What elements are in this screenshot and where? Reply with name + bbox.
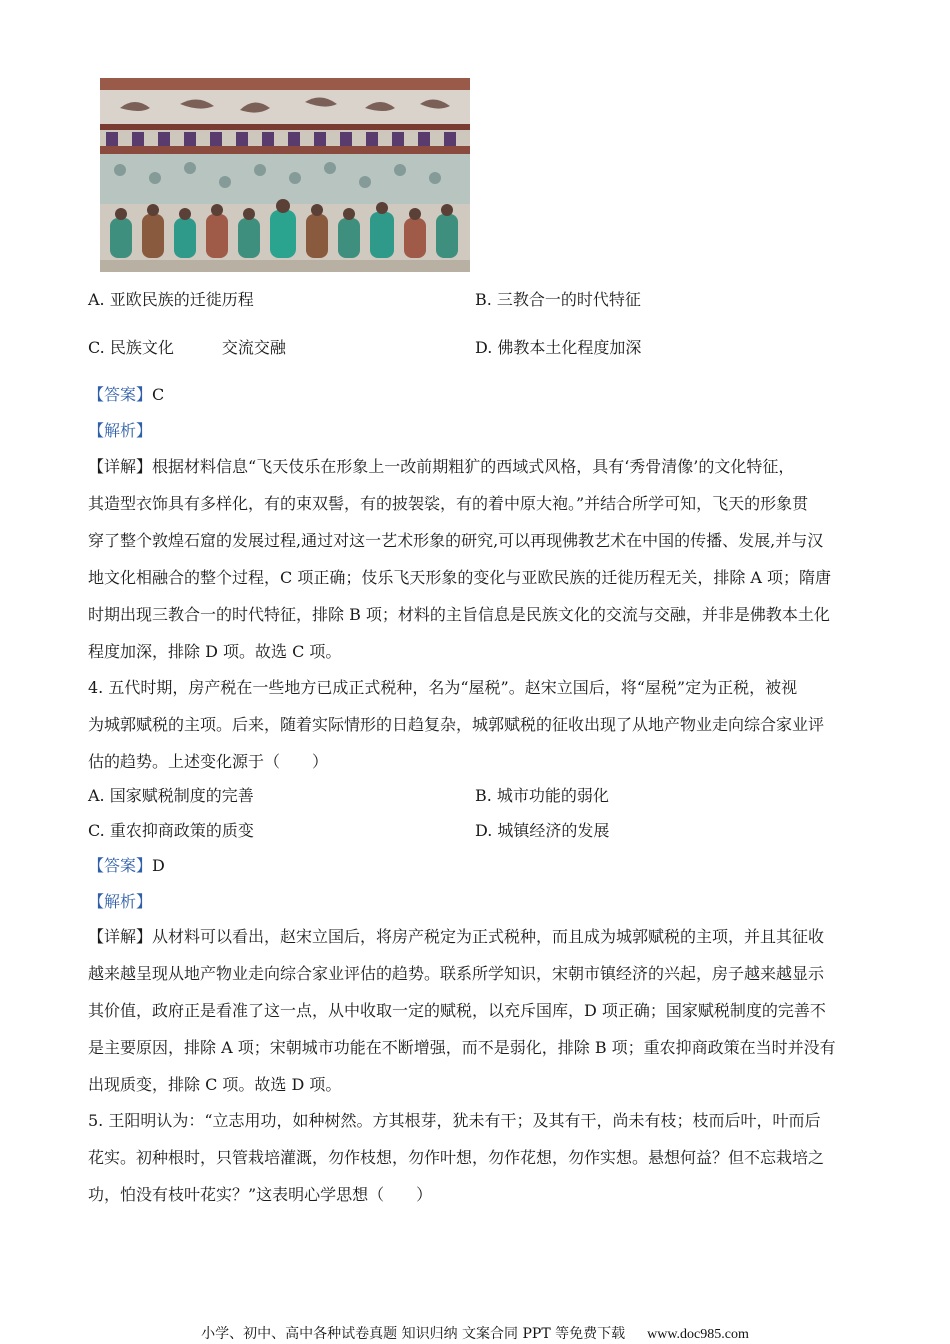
q4-stem-line: 为城郭赋税的主项。后来，随着实际情形的日趋复杂，城郭赋税的征收出现了从地产物业走向综合家业评 bbox=[88, 715, 825, 734]
q3-detail-line: 地文化相融合的整个过程，C 项正确；伎乐飞天形象的变化与亚欧民族的迁徙历程无关，排除 A 项；隋唐 bbox=[88, 568, 832, 587]
q4-detail-line: 越来越呈现从地产物业走向综合家业评估的趋势。联系所学知识，宋朝市镇经济的兴起，房子越来越显示 bbox=[88, 964, 825, 983]
footer-link[interactable]: www.doc985.com bbox=[647, 1327, 749, 1342]
q3-detail-line: 程度加深，排除 D 项。故选 C 项。 bbox=[88, 642, 342, 661]
q5-stem-line: 花实。初种根时，只管栽培灌溉，勿作枝想，勿作叶想，勿作花想，勿作实想。悬想何益？但不忘栽培之 bbox=[88, 1148, 825, 1167]
footer-text: 小学、初中、高中各种试卷真题 知识归纳 文案合同 PPT 等免费下载 bbox=[201, 1326, 626, 1342]
q3-option-d: D. 佛教本土化程度加深 bbox=[475, 338, 642, 357]
q4-option-b: B. 城市功能的弱化 bbox=[475, 786, 609, 805]
q4-stem-line: 4. 五代时期，房产税在一些地方已成正式税种，名为“屋税”。赵宋立国后，将“屋税”定为正税，被视 bbox=[88, 678, 798, 697]
q4-stem-line: 估的趋势。上述变化源于（ ） bbox=[88, 752, 329, 771]
answer-value: C bbox=[152, 385, 165, 404]
q5-stem-line: 5. 王阳明认为：“立志用功，如种树然。方其根芽，犹未有干；及其有干，尚未有枝；枝而后叶，叶而后 bbox=[88, 1111, 821, 1130]
detail-tag: 【详解】 bbox=[88, 457, 153, 476]
q4-detail-line: 其价值，政府正是看准了这一点，从中收取一定的赋税，以充斥国库，D 项正确；国家赋税制度的完善不 bbox=[88, 1001, 826, 1020]
page-footer bbox=[0, 1325, 950, 1344]
q3-option-c bbox=[88, 338, 286, 358]
q4-option-d: D. 城镇经济的发展 bbox=[475, 821, 610, 840]
q3-detail-line: 其造型衣饰具有多样化，有的束双髻，有的披袈裟，有的着中原大袍。”并结合所学可知，飞天的形象贯 bbox=[88, 494, 809, 513]
q5-stem-line: 功，怕没有枝叶花实？”这表明心学思想（ ） bbox=[88, 1185, 433, 1204]
q4-detail-line: 是主要原因，排除 A 项；宋朝城市功能在不断增强，而不是弱化，排除 B 项；重农抑商政策在当时并没有 bbox=[88, 1038, 836, 1057]
q4-answer bbox=[88, 856, 863, 876]
q3-option-b: B. 三教合一的时代特征 bbox=[475, 290, 641, 309]
answer-value: D bbox=[152, 856, 165, 875]
q4-detail-line: 出现质变，排除 C 项。故选 D 项。 bbox=[88, 1075, 342, 1094]
dunhuang-mural-image bbox=[100, 78, 470, 272]
q4-detail-line: 【详解】从材料可以看出，赵宋立国后，将房产税定为正式税种，而且成为城郭赋税的主项，并且其征收 bbox=[88, 927, 825, 946]
q3-detail-line: 时期出现三教合一的时代特征，排除 B 项；材料的主旨信息是民族文化的交流与交融，并非是佛教本土化 bbox=[88, 605, 830, 624]
q4-option-a: A. 国家赋税制度的完善 bbox=[88, 786, 254, 805]
q3-detail-line: 【详解】根据材料信息“飞天伎乐在形象上一改前期粗犷的西域式风格，具有‘秀骨清像’的文化特征， bbox=[88, 457, 795, 476]
q3-option-c-part1: C. 民族文化 bbox=[88, 338, 174, 357]
q3-answer bbox=[88, 385, 863, 405]
answer-tag: 【答案】 bbox=[88, 856, 153, 875]
q3-option-a: A. 亚欧民族的迁徙历程 bbox=[88, 290, 254, 309]
answer-tag: 【答案】 bbox=[88, 385, 153, 404]
q4-option-c: C. 重农抑商政策的质变 bbox=[88, 821, 254, 840]
detail-tag: 【详解】 bbox=[88, 927, 153, 946]
q4-analysis-tag: 【解析】 bbox=[88, 892, 153, 911]
q3-analysis-tag: 【解析】 bbox=[88, 421, 153, 440]
q3-detail-line: 穿了整个敦煌石窟的发展过程,通过对这一艺术形象的研究,可以再现佛教艺术在中国的传播、发展,并与汉 bbox=[88, 531, 824, 550]
q3-option-c-part2: 交流交融 bbox=[221, 338, 286, 357]
